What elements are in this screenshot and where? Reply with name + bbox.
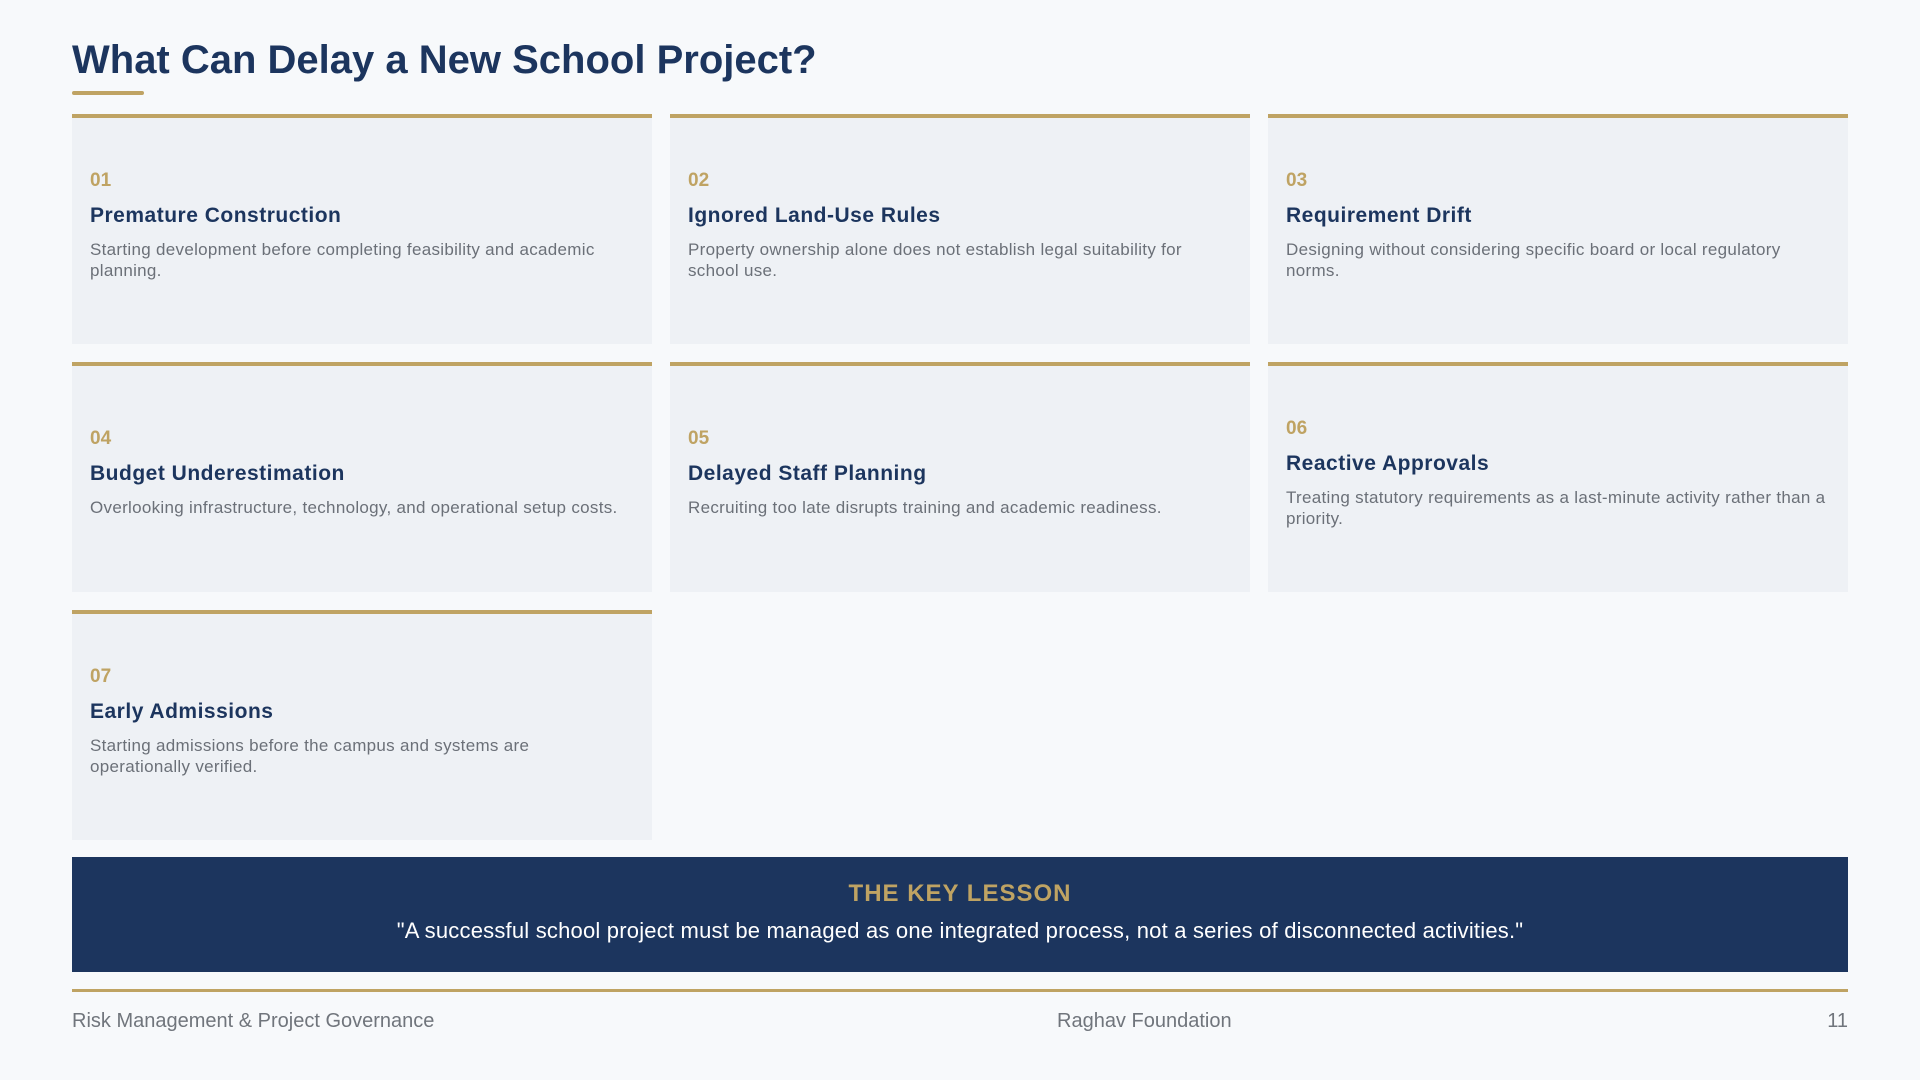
card-description: Starting development before completing feasibility and academic planning.: [90, 239, 595, 280]
key-lesson-banner: [72, 857, 1848, 972]
card-number: 02: [688, 169, 710, 191]
card-title: Ignored Land-Use Rules: [688, 203, 941, 227]
card-number: 07: [90, 665, 112, 687]
card-description: Designing without considering specific board or local regulatory norms.: [1286, 239, 1781, 280]
footer-section-title: Risk Management & Project Governance: [72, 1010, 435, 1032]
card-title: Delayed Staff Planning: [688, 462, 927, 485]
footer-organization: Raghav Foundation: [1057, 1010, 1232, 1032]
card-description: Recruiting too late disrupts training and academic readiness.: [688, 498, 1162, 517]
card-number: 04: [90, 428, 112, 449]
footer-divider: [72, 989, 1848, 992]
card-description: Overlooking infrastructure, technology, and operational setup costs.: [90, 498, 618, 517]
risk-card-premature-construction: [72, 114, 652, 344]
risk-card-ignored-land-use-rules: [670, 114, 1250, 344]
page-number: 11: [1827, 1010, 1848, 1032]
risk-card-early-admissions: [72, 610, 652, 840]
key-lesson-quote: "A successful school project must be managed as one integrated process, not a series of disconnected activities.": [396, 918, 1524, 943]
risk-card-grid: [72, 114, 1848, 840]
card-title: Premature Construction: [90, 203, 342, 227]
key-lesson-heading: THE KEY LESSON: [848, 880, 1072, 907]
card-description: Starting admissions before the campus and systems are operationally verified.: [90, 735, 530, 776]
risk-card-delayed-staff-planning: [670, 362, 1250, 592]
slide: [72, 0, 1848, 1080]
title-underline: [72, 91, 144, 95]
page-title: What Can Delay a New School Project?: [72, 38, 817, 82]
card-number: 01: [90, 169, 112, 191]
card-number: 03: [1286, 169, 1308, 191]
card-description: Property ownership alone does not establish legal suitability for school use.: [688, 239, 1182, 280]
risk-card-reactive-approvals: [1268, 362, 1848, 592]
card-number: 06: [1286, 417, 1308, 439]
risk-card-budget-underestimation: [72, 362, 652, 592]
card-title: Requirement Drift: [1286, 203, 1472, 227]
card-title: Reactive Approvals: [1286, 451, 1490, 475]
card-description: Treating statutory requirements as a last-minute activity rather than a priority.: [1286, 487, 1826, 528]
card-number: 05: [688, 428, 710, 449]
card-title: Budget Underestimation: [90, 462, 345, 485]
card-title: Early Admissions: [90, 699, 274, 723]
risk-card-requirement-drift: [1268, 114, 1848, 344]
